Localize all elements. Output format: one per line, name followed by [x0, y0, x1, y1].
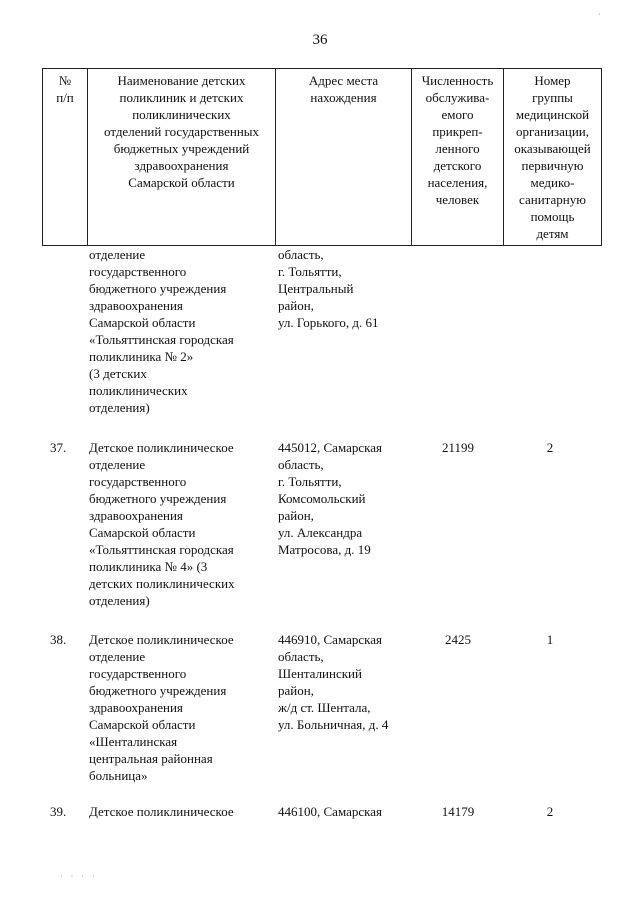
row-address: 446910, Самарская область, Шенталинский район, ж/д ст. Шентала, ул. Больничная, д. 4: [278, 632, 389, 732]
row-number: 37.: [50, 440, 67, 455]
page-number: 36: [312, 32, 328, 48]
row-group: 2: [546, 440, 554, 455]
scan-noise: ·: [598, 10, 604, 19]
row-name: Детское поликлиническое отделение государственного бюджетного учреждения здравоохранения Самарской области «Тольяттинская городская поликлиника № 4» (3 детских поликлинических отделения): [89, 440, 235, 608]
row-name: отделение государственного бюджетного учреждения здравоохранения Самарской области «Тольяттинская городская поликлиника № 2» (3 детских поликлинических отделения): [89, 247, 234, 415]
row-population: 21199: [441, 440, 475, 455]
header-address: Адрес места нахождения: [276, 69, 412, 246]
header-population: Численность обслужива- емого прикреп- ленного детского населения, человек: [412, 69, 504, 246]
table-header: [42, 68, 602, 246]
row-name: Детское поликлиническое: [89, 804, 234, 819]
row-population: 2425: [445, 632, 471, 647]
row-number: 39.: [50, 804, 67, 819]
row-address: 446100, Самарская: [278, 804, 382, 819]
row-population: 14179: [441, 804, 475, 819]
header-group: Номер группы медицинской организации, оказывающей первичную медико- санитарную помощь детям: [504, 69, 602, 246]
header-number: № п/п: [43, 69, 88, 246]
row-group: 2: [546, 804, 554, 819]
row-name: Детское поликлиническое отделение государственного бюджетного учреждения здравоохранения Самарской области «Шенталинская центральная районная больница»: [89, 632, 234, 783]
header-name: Наименование детских поликлиник и детских поликлинических отделений государственных бюджетных учреждений здравоохранения Самарской области: [88, 69, 276, 246]
row-number: 38.: [50, 632, 67, 647]
row-address: 445012, Самарская область, г. Тольятти, Комсомольский район, ул. Александра Матросова, д. 19: [278, 440, 382, 557]
scan-noise: · · · ·: [60, 872, 98, 881]
row-group: 1: [546, 632, 554, 647]
row-address: область, г. Тольятти, Центральный район, ул. Горького, д. 61: [278, 247, 379, 330]
